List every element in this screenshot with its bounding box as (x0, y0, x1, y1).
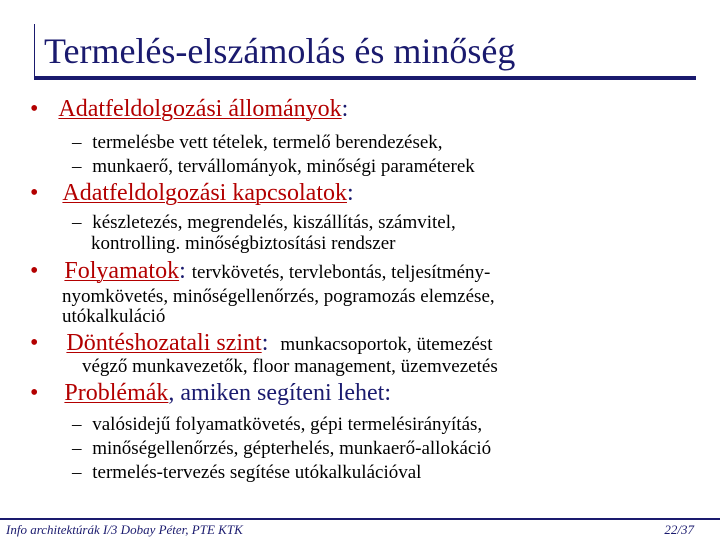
sub-text: valósidejű folyamatkövetés, gépi termelésirányítás, (92, 414, 483, 435)
bullet-4-inline: munkacsoportok, ütemezést (280, 334, 493, 355)
dash: – (72, 438, 82, 459)
bullet-mark: • (30, 96, 39, 122)
bullet-1-heading-suffix: : (341, 96, 349, 122)
dash: – (72, 414, 82, 435)
bullet-2-heading-suffix: : (346, 180, 354, 206)
bullet-1-sub-1 (72, 132, 443, 154)
bullet-4-cont-1: végző munkavezetők, floor management, üzemvezetés (82, 356, 498, 377)
sub-text: termelésbe vett tételek, termelő berendezések, (92, 132, 443, 153)
dash: – (72, 156, 82, 177)
bullet-5-sub-3 (72, 462, 421, 484)
title-rule-vertical (34, 24, 35, 76)
dash: – (72, 462, 82, 483)
bullet-2-sub-1 (72, 212, 456, 234)
bullet-5 (30, 380, 391, 407)
slide-title: Termelés-elszámolás és minőség (44, 31, 516, 71)
bullet-5-heading-suffix: , amiken segíteni lehet: (168, 380, 391, 406)
sub-text: készletezés, megrendelés, kiszállítás, számvitel, (92, 212, 456, 233)
bullet-1-sub-2 (72, 156, 475, 178)
footer-left: Info architektúrák I/3 Dobay Péter, PTE KTK (6, 522, 243, 537)
bullet-4-heading-suffix: : (261, 330, 281, 356)
bullet-3-heading: Folyamatok (64, 258, 180, 284)
title-rule (34, 76, 696, 80)
bullet-2 (30, 180, 354, 207)
page-number: 22/37 (664, 522, 694, 537)
bullet-3 (30, 258, 490, 285)
dash: – (72, 132, 82, 153)
dash: – (72, 212, 82, 233)
bullet-mark: • (30, 330, 39, 356)
bullet-3-inline: tervkövetés, tervlebontás, teljesítmény- (191, 262, 491, 283)
bullet-5-sub-1 (72, 414, 482, 436)
bullet-5-heading: Problémák (64, 380, 169, 406)
bullet-1 (30, 96, 348, 123)
sub-text: munkaerő, tervállományok, minőségi paraméterek (92, 156, 475, 177)
footer-rule (0, 518, 720, 520)
bullet-3-cont-1: nyomkövetés, minőségellenőrzés, pogramozás elemzése, (62, 286, 495, 307)
bullet-4-heading: Döntéshozatali szint (66, 330, 262, 356)
bullet-1-heading: Adatfeldolgozási állományok (58, 96, 342, 122)
bullet-5-sub-2 (72, 438, 491, 460)
sub-text: minőségellenőrzés, gépterhelés, munkaerő-allokáció (92, 438, 492, 459)
bullet-2-sub-1-cont: kontrolling. minőségbiztosítási rendszer (91, 233, 396, 254)
bullet-mark: • (30, 380, 39, 406)
bullet-mark: • (30, 258, 39, 284)
bullet-3-cont-2: utókalkuláció (62, 306, 166, 327)
bullet-4 (30, 330, 492, 357)
bullet-mark: • (30, 180, 39, 206)
sub-text: termelés-tervezés segítése utókalkulációval (92, 462, 422, 483)
bullet-2-heading: Adatfeldolgozási kapcsolatok (62, 180, 347, 206)
bullet-3-heading-suffix: : (179, 258, 192, 284)
